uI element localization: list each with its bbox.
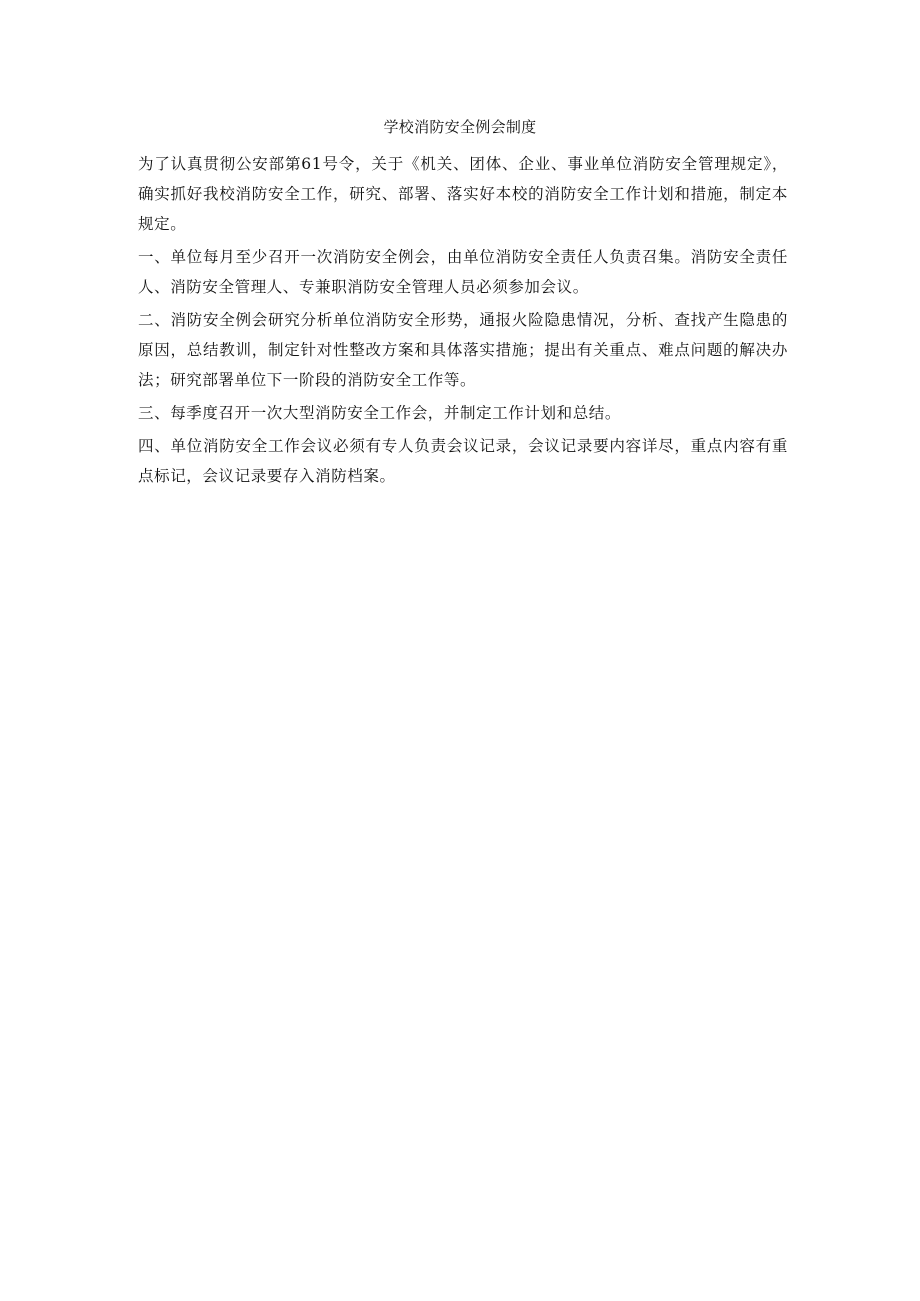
document-body bbox=[138, 149, 788, 494]
intro-paragraph: 为了认真贯彻公安部第61号令，关于《机关、团体、企业、事业单位消防安全管理规定》，确实抓好我校消防安全工作，研究、部署、落实好本校的消防安全工作计划和措施，制定本规定。 bbox=[138, 155, 788, 233]
clause-1-paragraph: 一、单位每月至少召开一次消防安全例会，由单位消防安全责任人负责召集。消防安全责任人、消防安全管理人、专兼职消防安全管理人员必须参加会议。 bbox=[138, 248, 788, 296]
clause-3-paragraph: 三、每季度召开一次大型消防安全工作会，并制定工作计划和总结。 bbox=[138, 404, 622, 422]
document-title: 学校消防安全例会制度 bbox=[383, 118, 537, 136]
clause-2-paragraph: 二、消防安全例会研究分析单位消防安全形势，通报火险隐患情况，分析、查找产生隐患的原因，总结教训，制定针对性整改方案和具体落实措施；提出有关重点、难点问题的解决办法；研究部署单位下一阶段的消防安全工作等。 bbox=[138, 311, 788, 389]
clause-4-paragraph: 四、单位消防安全工作会议必须有专人负责会议记录，会议记录要内容详尽，重点内容有重点标记，会议记录要存入消防档案。 bbox=[138, 437, 788, 485]
